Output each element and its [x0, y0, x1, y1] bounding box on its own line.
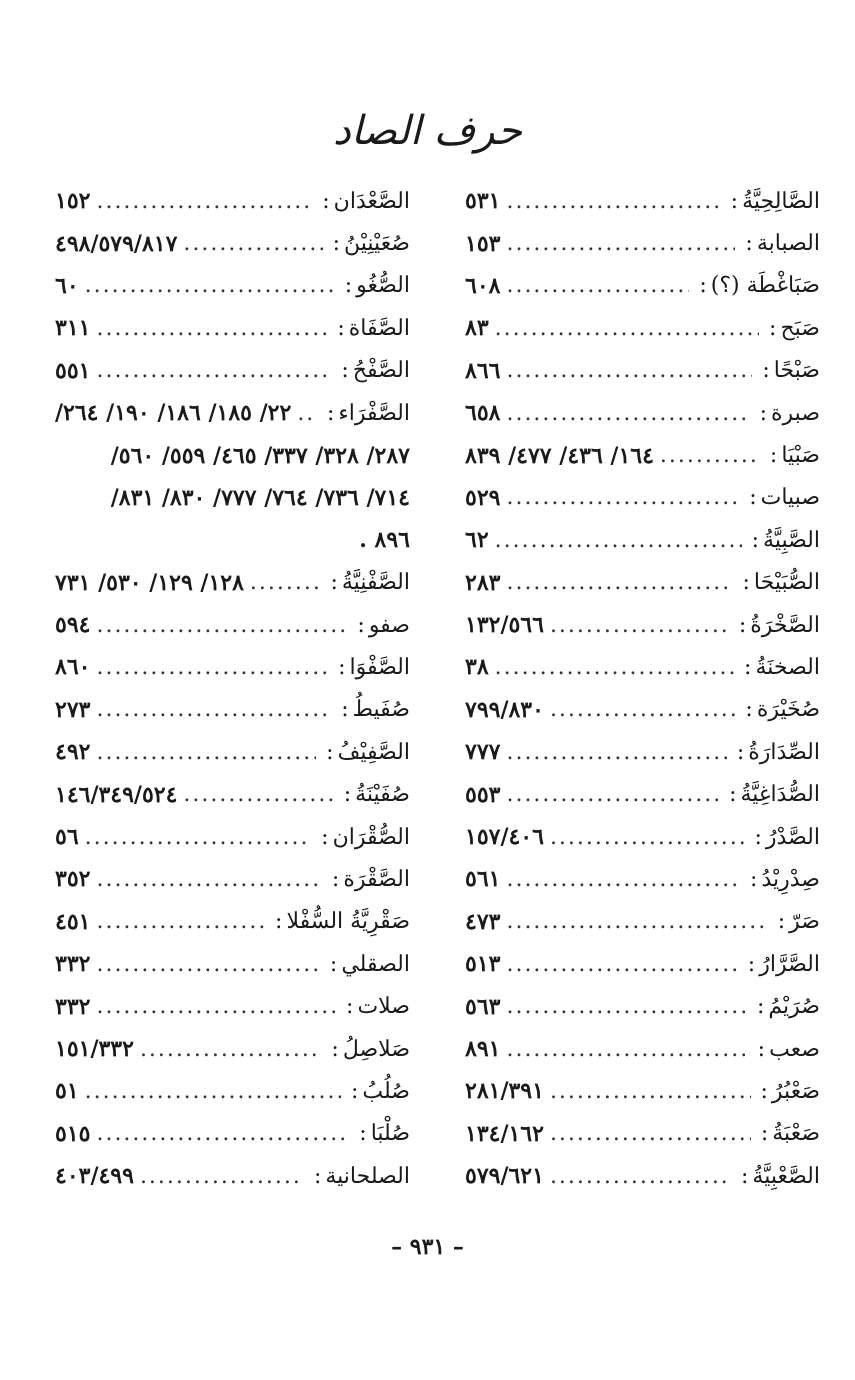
- dot-leader: [506, 401, 749, 426]
- index-entry: [55, 858, 410, 900]
- entry-colon: :: [756, 994, 765, 1020]
- entry-term: صُلُبُ: [362, 1078, 410, 1104]
- entry-colon: :: [742, 570, 750, 596]
- entry-colon: :: [338, 654, 346, 680]
- index-entry: [465, 392, 820, 434]
- entry-pages: ٥٦١: [465, 866, 501, 893]
- entry-pages: ٤٥١: [55, 908, 91, 935]
- entry-term: صِدْرِيْدُ: [761, 866, 820, 892]
- index-entry: [55, 731, 410, 773]
- entry-colon: :: [322, 188, 330, 214]
- entry-colon: :: [357, 612, 365, 638]
- index-entry: [465, 1155, 820, 1197]
- dot-leader: [506, 485, 739, 510]
- entry-pages: ٦٥٨: [465, 400, 501, 427]
- dot-leader: [85, 273, 335, 298]
- entry-colon: :: [331, 866, 340, 892]
- entry-term: صلات: [357, 994, 410, 1020]
- index-entry: [465, 943, 820, 985]
- entry-pages: ١٥٧/٤٠٦: [465, 824, 544, 851]
- entry-pages: ٢٧٣: [55, 696, 91, 723]
- entry-term: الصَّرَّارُ: [759, 951, 820, 977]
- entry-pages: ٢٨٧/ ٣٢٨/ ٣٣٧/ ٤٦٥/ ٥٥٩/ ٥٦٠/: [110, 442, 410, 469]
- entry-colon: :: [745, 231, 753, 257]
- index-column-left: [55, 180, 410, 1200]
- entry-term: الصَّفْرَاء: [338, 400, 410, 426]
- dot-leader: [297, 401, 317, 426]
- entry-pages: ٦٠: [55, 272, 79, 299]
- entry-term: الصَّفْحُ: [352, 358, 410, 384]
- entry-colon: :: [738, 612, 747, 638]
- entry-pages: ٥٢٩: [465, 484, 501, 511]
- index-entry: [55, 222, 410, 264]
- index-entry: [55, 1028, 410, 1070]
- entry-colon: :: [777, 909, 786, 935]
- entry-term: صُعَيْنِيْنُ: [344, 231, 410, 257]
- index-entry: [55, 265, 410, 307]
- index-entry: [465, 562, 820, 604]
- index-entry: [465, 646, 820, 688]
- dot-leader: [250, 570, 321, 595]
- entry-term: الصُّغُو: [356, 273, 410, 299]
- dot-leader: [96, 189, 312, 214]
- entry-colon: :: [330, 570, 338, 596]
- entry-colon: :: [351, 1078, 359, 1104]
- entry-term: صَبَح: [780, 315, 820, 341]
- index-entry: [55, 180, 410, 222]
- entry-colon: :: [346, 994, 354, 1020]
- dot-leader: [96, 316, 327, 341]
- entry-colon: :: [740, 1163, 749, 1189]
- entry-pages: ٨٩٦ .: [359, 527, 410, 554]
- entry-colon: :: [730, 188, 739, 214]
- index-entry: [55, 1070, 410, 1112]
- entry-colon: :: [745, 697, 753, 723]
- entry-pages: ٣٥٢: [55, 866, 91, 893]
- entry-colon: :: [760, 1121, 769, 1147]
- entry-pages: ٦٠٨: [465, 272, 501, 299]
- dot-leader: [506, 358, 752, 383]
- index-columns: [55, 180, 820, 1200]
- index-entry: [465, 350, 820, 392]
- entry-term: الصَّبِيَّةُ: [763, 527, 820, 553]
- index-entry: [465, 731, 820, 773]
- entry-colon: :: [326, 739, 334, 765]
- entry-pages: ٥٣١: [465, 188, 501, 215]
- index-entry: [55, 604, 410, 646]
- index-entry: [465, 858, 820, 900]
- index-entry: [55, 307, 410, 349]
- page-number: – ٩٣١ –: [391, 1234, 464, 1260]
- entry-pages: ٤٧٣: [465, 908, 501, 935]
- index-entry: [55, 519, 410, 561]
- index-entry: [465, 1113, 820, 1155]
- entry-term: صَعْبُرُ: [771, 1078, 820, 1104]
- entry-term: الصَّقْرَة: [343, 866, 410, 892]
- dot-leader: [96, 740, 316, 765]
- index-entry: [55, 646, 410, 688]
- entry-term: صبرة: [771, 400, 820, 426]
- index-entry: [465, 985, 820, 1027]
- dot-leader: [96, 994, 336, 1019]
- index-entry: [465, 1028, 820, 1070]
- entry-pages: ١٣٢/٥٦٦: [465, 612, 544, 639]
- dot-leader: [550, 1121, 751, 1146]
- page-title: حرف الصاد: [333, 108, 522, 154]
- entry-term: صَلاصِلُ: [342, 1036, 410, 1062]
- index-entry: [55, 901, 410, 943]
- index-entry: [55, 689, 410, 731]
- entry-colon: :: [762, 358, 770, 384]
- dot-leader: [550, 613, 729, 638]
- entry-colon: :: [341, 358, 349, 384]
- entry-term: صَبَاغْطَة (؟): [710, 273, 820, 299]
- entry-term: الصَّفِيْفُ: [337, 739, 410, 765]
- index-entry: [465, 816, 820, 858]
- entry-term: الصُّدَاغِيَّةُ: [740, 782, 820, 808]
- entry-pages: ٦٢: [465, 527, 489, 554]
- entry-colon: :: [329, 951, 338, 977]
- entry-pages: ٣١١: [55, 315, 91, 342]
- entry-pages: ٢٢/ ١٨٥/ ١٨٦/ ١٩٠/ ٢٦٤/: [55, 400, 292, 427]
- entry-pages: ١٤٦/٣٤٩/٥٢٤: [55, 781, 178, 808]
- entry-colon: :: [331, 1036, 339, 1062]
- dot-leader: [96, 1121, 349, 1146]
- index-entry: [465, 307, 820, 349]
- entry-term: الصَّفْوَا: [349, 654, 410, 680]
- entry-colon: :: [769, 315, 777, 341]
- entry-term: الصبابة: [756, 231, 820, 257]
- entry-term: الصُّبَيْحَا: [753, 570, 820, 596]
- entry-colon: :: [751, 527, 760, 553]
- dot-leader: [506, 867, 740, 892]
- entry-pages: ٣٨: [465, 654, 489, 681]
- entry-colon: :: [736, 739, 745, 765]
- entry-pages: ٢٨١/٣٩١: [465, 1078, 544, 1105]
- index-entry: [55, 943, 410, 985]
- entry-term: الصخنَةُ: [755, 654, 820, 680]
- index-entry: [55, 477, 410, 519]
- entry-colon: :: [343, 782, 352, 808]
- entry-colon: :: [275, 909, 283, 935]
- index-entry: [465, 773, 820, 815]
- entry-pages: ٥٧٩/٦٢١: [465, 1163, 544, 1190]
- entry-pages: ٥١: [55, 1078, 79, 1105]
- index-entry: [465, 180, 820, 222]
- entry-pages: ١٢٨/ ١٢٩/ ٥٣٠/ ٧٣١: [55, 569, 244, 596]
- entry-colon: :: [332, 231, 341, 257]
- dot-leader: [96, 613, 347, 638]
- entry-pages: ٧٩٩/٨٣٠: [465, 696, 544, 723]
- entry-pages: ١٦٤/ ٤٣٦/ ٤٧٧/ ٨٣٩: [465, 442, 654, 469]
- index-entry: [465, 519, 820, 561]
- dot-leader: [506, 782, 719, 807]
- dot-leader: [96, 358, 331, 383]
- dot-leader: [660, 443, 760, 468]
- entry-colon: :: [750, 866, 758, 892]
- dot-leader: [506, 273, 689, 298]
- dot-leader: [506, 909, 767, 934]
- entry-term: صَعْبَةُ: [772, 1121, 820, 1147]
- entry-term: صُرَيْمُ: [768, 994, 820, 1020]
- entry-pages: ٨٣: [465, 315, 489, 342]
- entry-colon: :: [313, 1163, 322, 1189]
- entry-pages: ٨٦٠: [55, 654, 91, 681]
- dot-leader: [506, 1037, 747, 1062]
- dot-leader: [140, 1164, 304, 1189]
- entry-term: الصُّقْرَان: [332, 824, 410, 850]
- entry-pages: ٤٩٨/٥٧٩/٨١٧: [55, 230, 178, 257]
- entry-colon: :: [326, 400, 335, 426]
- entry-term: الصَّعْدَان: [333, 188, 410, 214]
- index-entry: [465, 222, 820, 264]
- entry-pages: ٧٧٧: [465, 739, 501, 766]
- entry-term: الصلحانية: [325, 1163, 410, 1189]
- index-entry: [465, 901, 820, 943]
- entry-term: الصقلي: [341, 951, 410, 977]
- entry-term: صَبْيَا: [781, 443, 820, 469]
- index-entry: [55, 434, 410, 476]
- dot-leader: [96, 697, 331, 722]
- entry-pages: ٢٨٣: [465, 569, 501, 596]
- entry-pages: ٥٥٣: [465, 781, 501, 808]
- entry-pages: ٤٩٢: [55, 739, 91, 766]
- entry-colon: :: [760, 1078, 768, 1104]
- dot-leader: [550, 825, 745, 850]
- entry-pages: ٥١٣: [465, 951, 501, 978]
- entry-colon: :: [341, 697, 349, 723]
- dot-leader: [506, 189, 720, 214]
- index-entry: [465, 1070, 820, 1112]
- index-entry: [55, 985, 410, 1027]
- entry-term: صبيات: [760, 485, 820, 511]
- entry-term: صُفَيْنَةُ: [355, 782, 410, 808]
- entry-colon: :: [757, 1036, 766, 1062]
- dot-leader: [183, 231, 322, 256]
- dot-leader: [550, 1079, 751, 1104]
- index-entry: [55, 816, 410, 858]
- entry-colon: :: [769, 443, 778, 469]
- index-entry: [55, 350, 410, 392]
- entry-pages: ١٣٤/١٦٢: [465, 1120, 544, 1147]
- dot-leader: [96, 867, 321, 892]
- entry-term: صعب: [769, 1036, 820, 1062]
- entry-term: الصَّفَاة: [348, 315, 410, 341]
- dot-leader: [506, 740, 726, 765]
- entry-term: الصَّخْرَةُ: [750, 612, 820, 638]
- dot-leader: [140, 1037, 321, 1062]
- entry-term: الصَّعْبِيَّةُ: [752, 1163, 820, 1189]
- entry-term: الصِّدَارَةُ: [748, 739, 820, 765]
- index-entry: [55, 773, 410, 815]
- index-entry: [465, 434, 820, 476]
- index-entry: [465, 689, 820, 731]
- dot-leader: [85, 1079, 341, 1104]
- index-entry: [465, 604, 820, 646]
- entry-term: صَرّ: [789, 909, 820, 935]
- entry-pages: ٣٣٢: [55, 951, 91, 978]
- entry-pages: ١٥٣: [465, 230, 501, 257]
- entry-pages: ٥٦: [55, 824, 79, 851]
- index-entry: [55, 1113, 410, 1155]
- entry-colon: :: [699, 273, 707, 299]
- dot-leader: [506, 570, 732, 595]
- dot-leader: [550, 1164, 731, 1189]
- entry-colon: :: [337, 315, 345, 341]
- dot-leader: [506, 994, 747, 1019]
- entry-colon: :: [321, 824, 329, 850]
- dot-leader: [96, 909, 265, 934]
- index-entry: [55, 562, 410, 604]
- entry-pages: ٥١٥: [55, 1120, 91, 1147]
- entry-pages: ٥٥١: [55, 357, 91, 384]
- entry-colon: :: [729, 782, 737, 808]
- index-entry: [465, 265, 820, 307]
- entry-pages: ١٥٢: [55, 188, 91, 215]
- entry-pages: ٧١٤/ ٧٣٦/ ٧٦٤/ ٧٧٧/ ٨٣٠/ ٨٣١/: [110, 484, 410, 511]
- entry-pages: ٨٩١: [465, 1036, 501, 1062]
- dot-leader: [183, 782, 333, 807]
- entry-colon: :: [359, 1121, 367, 1147]
- entry-pages: ٨٦٦: [465, 357, 501, 384]
- entry-colon: :: [344, 273, 353, 299]
- dot-leader: [96, 655, 328, 680]
- dot-leader: [96, 952, 319, 977]
- entry-colon: :: [744, 654, 752, 680]
- entry-term: صُفَيطُ: [352, 697, 410, 723]
- dot-leader: [85, 825, 312, 850]
- index-entry: [55, 1155, 410, 1197]
- dot-leader: [495, 528, 742, 553]
- entry-pages: ٥٦٣: [465, 993, 501, 1020]
- entry-pages: ١٥١/٣٣٢: [55, 1036, 134, 1062]
- index-entry: [465, 477, 820, 519]
- entry-colon: :: [759, 400, 768, 426]
- index-entry: [55, 392, 410, 434]
- entry-term: صُخَيْرَة: [756, 697, 820, 723]
- entry-colon: :: [747, 951, 756, 977]
- dot-leader: [495, 316, 759, 341]
- dot-leader: [495, 655, 734, 680]
- entry-pages: ٥٩٤: [55, 612, 91, 639]
- entry-term: الصَّفْنِيَّةُ: [341, 570, 410, 596]
- entry-colon: :: [749, 485, 757, 511]
- index-column-right: [465, 180, 820, 1200]
- entry-colon: :: [754, 824, 762, 850]
- entry-term: صُلْبَا: [370, 1121, 410, 1147]
- entry-pages: ٣٣٢: [55, 993, 91, 1020]
- entry-term: صفو: [368, 612, 410, 638]
- entry-term: صَبْحًا: [773, 358, 820, 384]
- dot-leader: [550, 697, 735, 722]
- entry-term: صَقْرِيَّةُ السُّفْلا: [286, 909, 410, 935]
- entry-pages: ٤٠٣/٤٩٩: [55, 1163, 134, 1190]
- entry-term: الصَّدْرُ: [765, 824, 820, 850]
- dot-leader: [506, 231, 735, 256]
- dot-leader: [506, 952, 737, 977]
- entry-term: الصَّالِحِيَّةُ: [742, 188, 820, 214]
